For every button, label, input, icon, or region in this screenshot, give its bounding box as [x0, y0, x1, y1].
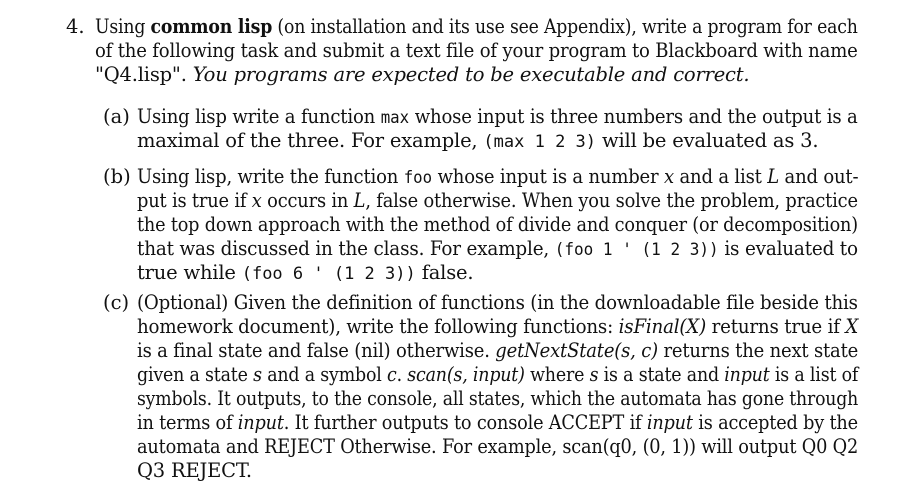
text-run: is a list of — [769, 363, 859, 386]
function-name: scan(s, input) — [407, 363, 525, 386]
part-b-line-4 — [137, 237, 858, 262]
text-run: will be evaluated as 3. — [596, 129, 819, 152]
part-c-line-5: symbols. It outputs, to the console, all states, which the automata has gone through — [137, 387, 859, 410]
math-var: s — [589, 363, 599, 386]
text-run: . It further outputs to console ACCEPT if — [283, 411, 647, 434]
text-run: Using — [95, 15, 151, 38]
part-c-label: (c) — [103, 291, 130, 314]
part-c-line-8: Q3 REJECT. — [137, 459, 252, 482]
text-run: and out- — [778, 165, 859, 188]
bold-term: common lisp — [150, 15, 273, 38]
part-c-line-4 — [137, 363, 858, 387]
text-run: that was discussed in the class. For example, — [137, 237, 555, 260]
text-run: Using lisp, write the function — [137, 165, 404, 188]
part-a-line-1 — [137, 105, 858, 130]
code-example: (max 1 2 3) — [483, 132, 597, 152]
text-run: put is true if — [137, 189, 252, 212]
text-run: returns true if — [705, 315, 846, 338]
function-name: getNextState(s, c) — [495, 339, 658, 362]
question-line-1 — [95, 15, 858, 39]
part-b-line-3: the top down approach with the method of divide and conquer (or decomposition) — [137, 213, 858, 236]
text-run: , false otherwise. When you solve the problem, practice — [365, 189, 858, 212]
part-a-line-2 — [137, 129, 818, 154]
text-run: is a final state and false (nil) otherwise. — [137, 339, 496, 362]
text-run: and a symbol — [261, 363, 388, 386]
text-run: is a state and — [598, 363, 725, 386]
italic-note: You programs are expected to be executable and correct. — [192, 63, 750, 86]
function-name: isFinal(X) — [618, 315, 706, 338]
code-example: (foo 6 ' (1 2 3)) — [241, 264, 416, 284]
math-var: X — [845, 315, 859, 338]
text-run: maximal of the three. For example, — [137, 129, 484, 152]
question-number: 4. — [66, 15, 85, 38]
text-run: is evaluated to — [718, 237, 858, 260]
math-var: input — [724, 363, 770, 386]
text-run: homework document), write the following functions: — [137, 315, 619, 338]
part-b-label: (b) — [103, 165, 131, 188]
code-foo: foo — [403, 168, 433, 188]
text-run: (on installation and its use see Appendix), write a program for each — [272, 15, 858, 38]
text-run: is accepted by the — [692, 411, 858, 434]
part-c-line-7: automata and REJECT Otherwise. For example, scan(q0, (0, 1)) will output Q0 Q2 — [137, 435, 859, 458]
part-b-line-1 — [137, 165, 858, 190]
code-max: max — [380, 108, 410, 128]
text-run: Using lisp write a function — [137, 105, 381, 128]
part-a-label: (a) — [103, 105, 130, 128]
text-run: and a list — [673, 165, 768, 188]
text-run: where — [524, 363, 590, 386]
part-b-line-2 — [137, 189, 858, 213]
text-run: in terms of — [137, 411, 238, 434]
text-run: false. — [415, 261, 474, 284]
code-example: (foo 1 ' (1 2 3)) — [554, 240, 719, 260]
part-c-line-2 — [137, 315, 858, 339]
question-line-3 — [95, 63, 749, 87]
math-var: L — [353, 189, 366, 212]
part-b-line-5 — [137, 261, 473, 286]
part-c-line-6 — [137, 411, 858, 435]
text-run: . — [396, 363, 408, 386]
text-run: occurs in — [261, 189, 354, 212]
math-var: input — [237, 411, 284, 434]
text-run: "Q4.lisp". — [95, 63, 193, 86]
text-run: returns the next state — [657, 339, 859, 362]
math-var: x — [251, 189, 262, 212]
part-c-line-3 — [137, 339, 858, 363]
math-var: L — [767, 165, 779, 188]
part-c-line-1: (Optional) Given the definition of functions (in the downloadable file beside this — [137, 291, 858, 314]
math-var: s — [253, 363, 262, 386]
text-run: whose input is a number — [432, 165, 664, 188]
text-run: given a state — [137, 363, 254, 386]
text-run: true while — [137, 261, 242, 284]
math-var: c — [387, 363, 397, 386]
text-run: whose input is three numbers and the output is a — [409, 105, 858, 128]
question-line-2: of the following task and submit a text file of your program to Blackboard with name — [95, 39, 858, 62]
math-var: x — [663, 165, 674, 188]
math-var: input — [646, 411, 693, 434]
